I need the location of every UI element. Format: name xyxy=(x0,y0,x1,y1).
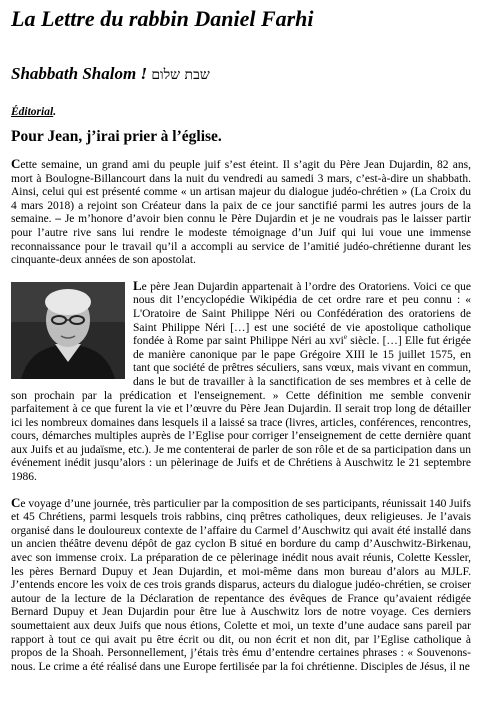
paragraph-1-rest: Je m’honore d’avoir bien connu le Père Dujardin et je ne voudrais pas le laisser partir pour l’autre rive sans lui rendre le modeste témoignage d’un Juif qui lui voue une immense reconnaissance pour le travail qu’il a accompli au service de l’amitié judéo-chrétienne durant les cinquante-deux années de son apostolat. xyxy=(11,213,472,267)
paragraph-3-text: e voyage d’une journée, très particulier par la composition de ses participants, réunissait 140 Juifs et 45 Chrétiens, parmi lesquels trois rabbins, cinq prêtres catholiques, deux religieuses. Je l’avais organisé dans le douloureux contexte de l’affaire du Carmel d’Auschwitz qui avait été installé dans un ancien théâtre devenu dépôt de gaz cyclon B situé en bordure du camp d’Auschwitz-Birkenau, avec son immense croix. La préparation de ce pèlerinage inédit nous avait réunis, Colette Kessler, les pères Bernard Dupuy et Jean Dujardin, et moi-même dans mon bureau d’alors au MJLF. J’entends encore les voix de ces trois grands disparus, acteurs du dialogue judéo-chrétien, se croiser autour de la lecture de la Déclaration de repentance des évêques de France qu’avaient rédigée Bernard Dupuy et Jean Dujardin pour être lue à Auschwitz lors de notre voyage. Ces derniers soumettaient aux deux Juifs que nous étions, Colette et moi, un texte d’une audace sans pareil par rapport à tout ce qui avait pu être écrit ou dit, ou non écrit et non dit, par l’Eglise catholique à propos de la Shoah. Personnellement, j’étais très ému d’entendre certaines phrases : « Souvenons-nous. Le crime a été réalisé dans une Europe fertilisée par la foi chrétienne. Disciples de Jésus, il ne xyxy=(11,497,471,673)
paragraph-2-text-a: e père Jean Dujardin appartenait à l’ordre des Oratoriens. Voici ce que nous dit l’encyclopédie Wikipédia de cet ordre rare et peu connu : « L'Oratoire de Saint Philippe Néri ou Confédération des oratoriens de Saint Philippe Néri […] est une société de vie apostolique catholique fondée à Rome par saint Philippe Néri au xyxy=(133,280,471,348)
section-label-suffix: . xyxy=(53,106,57,118)
paragraph-1-dash: – xyxy=(51,213,65,226)
dropcap-2: L xyxy=(133,277,142,293)
paragraph-2 xyxy=(11,279,471,485)
paragraph-1 xyxy=(11,157,471,268)
portrait-photo-icon xyxy=(11,282,125,379)
article-headline: Pour Jean, j’irai prier à l’église. xyxy=(11,128,222,145)
greeting-subtitle xyxy=(11,64,471,85)
newsletter-title: La Lettre du rabbin Daniel Farhi xyxy=(11,6,314,31)
paragraph-2-text-b: siècle. […] Elle fut érigée de manière canonique par le pape Grégoire XIII le 15 juillet 1575, en tant que société de prêtres séculiers, sans vœux, mais vivant en commun, dans le but de travailler à la sanctification de ses membres et à celle de son prochain par la prédication et l'enseignement. » Cette définition me semble convenir parfaitement à ce que furent la vie et l’œuvre du Père Jean Dujardin. Il serait trop long de détailler ici les nombreux domaines dans lesquels il a laissé sa trace (livres, articles, conférences, rencontres, cours, démarches multiples auprès de l’Eglise pour corriger l’enseignement de cette dernière quant aux Juifs et au judaïsme, etc.). Je me contenterai de parler de son rôle et de sa participation dans un événement inédit jusqu’alors : un pèlerinage de Juifs et de Chrétiens à Auschwitz le 21 septembre 1986. xyxy=(11,335,472,484)
section-label xyxy=(11,105,471,119)
section-label-text: Éditorial xyxy=(11,106,54,118)
greeting-french: Shabbath Shalom ! xyxy=(11,64,148,83)
portrait-photo xyxy=(11,282,125,379)
paragraph-3 xyxy=(11,496,471,675)
century-sup: e xyxy=(343,333,347,342)
paragraph-1-text: ette semaine, un grand ami du peuple juif s’est éteint. Il s’agit du Père Jean Dujardin, 82 ans, mort à Boulogne-Billancourt dans la nuit du vendredi au samedi 3 mars, c’est-à-dire un shabbath. Ainsi, celui qui est présenté comme « un artisan majeur du dialogue judéo-chrétien » (La Croix du 4 mars 2018) a rejoint son Créateur dans la paix de ce jour sanctifié parmi les autres jours de la semaine. xyxy=(11,159,471,226)
dropcap-1: C xyxy=(11,156,21,171)
greeting-hebrew: שבת שלום xyxy=(151,67,210,83)
century: xvi xyxy=(329,335,344,348)
dropcap-3: C xyxy=(11,494,21,510)
